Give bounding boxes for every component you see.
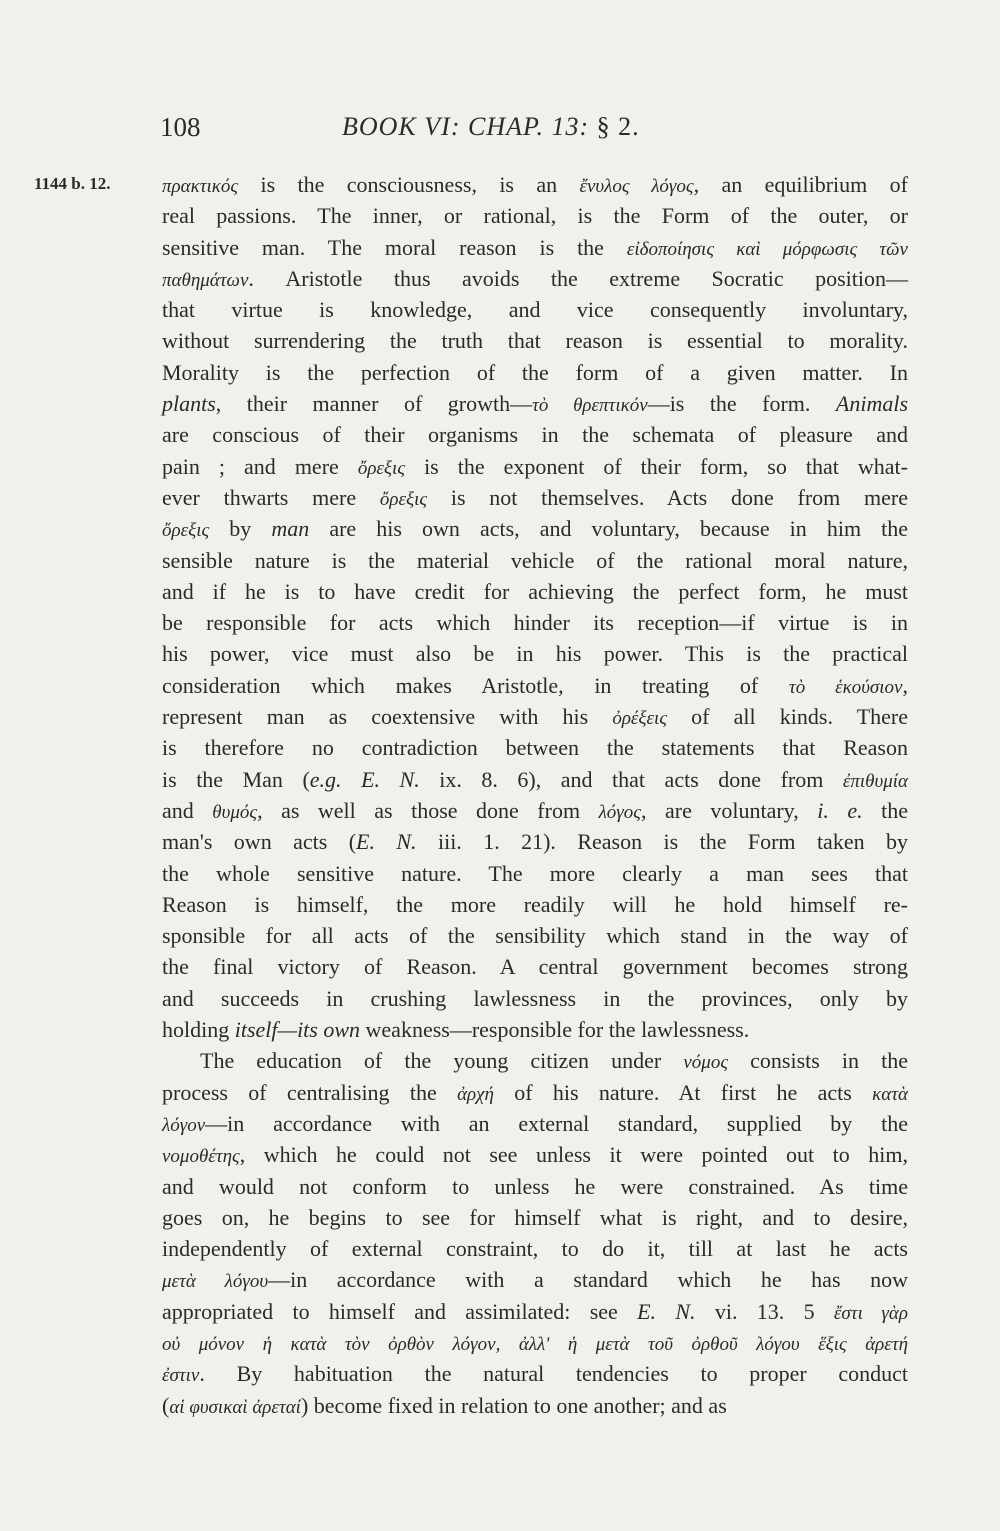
text-line: [162, 858, 908, 889]
text-line: [162, 1264, 908, 1295]
text-line: [162, 200, 908, 231]
greek-phrase: μετὰ λόγου: [162, 1271, 269, 1293]
text-segment: sponsible for all acts of the sensibility which stand in the way of: [162, 923, 908, 949]
text-segment: and if he is to have credit for achieving the perfect form, he must: [162, 578, 908, 604]
greek-phrase: πρακτικός: [162, 176, 239, 197]
greek-phrase: εἰδοποίησις καὶ μόρφωσις τῶν: [626, 238, 908, 260]
text-segment: be responsible for acts which hinder its reception—if virtue is in: [162, 610, 908, 636]
text-line: [162, 1233, 908, 1264]
greek-phrase: ἀρχή: [457, 1083, 494, 1105]
italic-phrase: plants: [162, 391, 216, 417]
text-line: [162, 1139, 908, 1170]
italic-phrase: E. N.: [356, 829, 417, 855]
text-segment: holding: [162, 1017, 235, 1043]
greek-phrase: τὸ ἑκούσιον: [788, 676, 903, 698]
text-segment: his power, vice must also be in his power. This is the practical: [162, 641, 908, 667]
chapter-title: BOOK VI: CHAP. 13:: [342, 112, 590, 141]
text-line: [162, 388, 908, 419]
text-segment: Reason is himself, the more readily will he hold himself re-: [162, 891, 908, 917]
text-segment: , their manner of growth—: [215, 391, 533, 417]
greek-phrase: κατὰ: [872, 1083, 908, 1105]
italic-phrase: i. e.: [817, 797, 863, 823]
text-segment: of all kinds. There: [667, 704, 908, 730]
text-line: [162, 638, 908, 669]
text-segment: by: [209, 516, 272, 542]
greek-phrase: ὄρεξις: [379, 488, 428, 510]
text-line: [162, 263, 908, 294]
text-segment: process of centralising the: [162, 1079, 458, 1105]
text-segment: without surrendering the truth that reason is essential to morality.: [162, 328, 908, 354]
text-line: [162, 451, 908, 482]
text-segment: of his nature. At first he acts: [493, 1079, 873, 1105]
text-segment: ,: [902, 672, 908, 698]
text-segment: —in accordance with an external standard, supplied by the: [205, 1110, 908, 1136]
text-segment: are his own acts, and voluntary, because in him the: [309, 516, 909, 542]
text-segment: consists in the: [728, 1048, 908, 1074]
greek-phrase: ἐστιν: [162, 1365, 200, 1387]
text-segment: the: [862, 797, 908, 823]
text-segment: sensitive man. The moral reason is the: [162, 234, 627, 260]
greek-phrase: ὄρεξις: [357, 457, 406, 479]
text-segment: man's own acts (: [162, 829, 357, 855]
body-text: [162, 169, 908, 1421]
greek-phrase: ὀρέξεις: [612, 708, 668, 730]
text-segment: the whole sensitive nature. The more clearly a man sees that: [162, 860, 908, 886]
text-segment: , as well as those done from: [257, 797, 599, 823]
text-segment: sensible nature is the material vehicle of the rational moral nature,: [162, 547, 908, 573]
italic-phrase: man: [271, 516, 310, 542]
greek-phrase: αἱ φυσικαὶ ἀρεταί: [169, 1396, 301, 1418]
greek-phrase: λόγον: [162, 1114, 206, 1136]
text-line: [162, 294, 908, 325]
text-line: [162, 1108, 908, 1139]
text-segment: The education of the young citizen under: [200, 1048, 684, 1074]
text-line: [162, 576, 908, 607]
text-line: [162, 232, 908, 263]
text-line: [162, 1171, 908, 1202]
text-segment: . By habituation the natural tendencies to proper conduct: [199, 1361, 908, 1387]
text-line: [162, 419, 908, 450]
text-line: [162, 701, 908, 732]
text-segment: represent man as coextensive with his: [162, 704, 613, 730]
text-line: [162, 1202, 908, 1233]
text-line: [162, 732, 908, 763]
greek-phrase: παθημάτων: [162, 269, 249, 291]
text-line: [162, 1045, 908, 1076]
greek-phrase: ἐπιθυμία: [842, 770, 908, 792]
text-line: [162, 889, 908, 920]
text-segment: are conscious of their organisms in the schemata of pleasure and: [162, 422, 908, 448]
italic-phrase: e.g. E. N.: [309, 766, 420, 792]
text-segment: , which he could not see unless it were pointed out to him,: [239, 1142, 908, 1168]
text-line: [162, 1014, 908, 1045]
text-segment: is the Man (: [162, 766, 310, 792]
text-segment: iii. 1. 21). Reason is the Form taken by: [416, 829, 908, 855]
text-line: [162, 826, 908, 857]
text-line: [162, 920, 908, 951]
text-line: [162, 169, 908, 200]
greek-phrase: ἔστι γὰρ: [833, 1302, 909, 1324]
text-segment: and would not conform to unless he were constrained. As time: [162, 1173, 908, 1199]
text-segment: appropriated to himself and assimilated: see: [162, 1298, 638, 1324]
text-line: [162, 1327, 908, 1358]
text-segment: and: [162, 797, 213, 823]
italic-phrase: Animals: [835, 391, 909, 417]
greek-phrase: θυμός: [212, 801, 258, 823]
text-segment: —in accordance with a standard which he has now: [268, 1267, 908, 1293]
text-segment: consideration which makes Aristotle, in treating of: [162, 672, 789, 698]
text-line: [162, 764, 908, 795]
text-line: [162, 1296, 908, 1327]
text-segment: independently of external constraint, to do it, till at last he acts: [162, 1236, 908, 1262]
text-segment: weakness—responsible for the lawlessness.: [360, 1017, 750, 1043]
text-segment: pain ; and mere: [162, 453, 358, 479]
greek-phrase: νόμος: [683, 1052, 729, 1074]
greek-phrase: ὄρεξις: [162, 520, 210, 542]
greek-phrase: οὐ μόνον ἡ κατὰ τὸν ὀρθὸν λόγον, ἀλλ' ἡ μετὰ τοῦ ὀρθοῦ λόγου ἕξις ἀρετή: [162, 1333, 908, 1355]
text-line: [162, 951, 908, 982]
greek-phrase: λόγος: [598, 801, 641, 823]
greek-phrase: νομοθέτης: [162, 1146, 240, 1168]
text-segment: Morality is the perfection of the form of a given matter. In: [162, 359, 908, 385]
page-number: 108: [160, 112, 201, 142]
text-line: [162, 607, 908, 638]
italic-phrase: itself—its own: [234, 1017, 361, 1043]
text-segment: real passions. The inner, or rational, is the Form of the outer, or: [162, 203, 908, 229]
text-segment: (: [162, 1392, 170, 1418]
running-title: [342, 112, 640, 142]
text-segment: is the exponent of their form, so that what-: [405, 453, 908, 479]
text-segment: . Aristotle thus avoids the extreme Socratic position—: [248, 265, 908, 291]
greek-phrase: ἔνυλος λόγος: [579, 176, 694, 197]
section-mark: § 2.: [596, 112, 640, 141]
text-line: [162, 513, 908, 544]
greek-phrase: τὸ θρεπτικόν: [532, 395, 648, 417]
text-segment: , are voluntary,: [641, 797, 818, 823]
text-line: [162, 325, 908, 356]
text-segment: goes on, he begins to see for himself what is right, and to desire,: [162, 1204, 908, 1230]
text-line: [162, 1358, 908, 1389]
text-line: [162, 357, 908, 388]
text-segment: is not themselves. Acts done from mere: [427, 484, 908, 510]
text-line: [162, 545, 908, 576]
text-segment: the final victory of Reason. A central government becomes strong: [162, 954, 908, 980]
text-segment: is therefore no contradiction between the statements that Reason: [162, 735, 908, 761]
text-segment: ix. 8. 6), and that acts done from: [419, 766, 843, 792]
text-segment: —is the form.: [647, 391, 836, 417]
text-segment: ) become fixed in relation to one another; and as: [300, 1392, 727, 1418]
text-segment: that virtue is knowledge, and vice consequently involuntary,: [162, 297, 908, 323]
text-line: [162, 1390, 908, 1421]
text-line: [162, 795, 908, 826]
text-segment: and succeeds in crushing lawlessness in the provinces, only by: [162, 985, 908, 1011]
text-segment: ever thwarts mere: [162, 484, 380, 510]
text-line: [162, 1077, 908, 1108]
text-segment: vi. 13. 5: [695, 1298, 834, 1324]
text-segment: is the consciousness, is an: [238, 172, 580, 197]
italic-phrase: E. N.: [637, 1298, 696, 1324]
text-line: [162, 670, 908, 701]
running-head: [160, 112, 920, 152]
text-line: [162, 983, 908, 1014]
text-line: [162, 482, 908, 513]
text-segment: , an equilibrium of: [693, 172, 908, 197]
margin-reference: 1144 b. 12.: [34, 174, 111, 193]
